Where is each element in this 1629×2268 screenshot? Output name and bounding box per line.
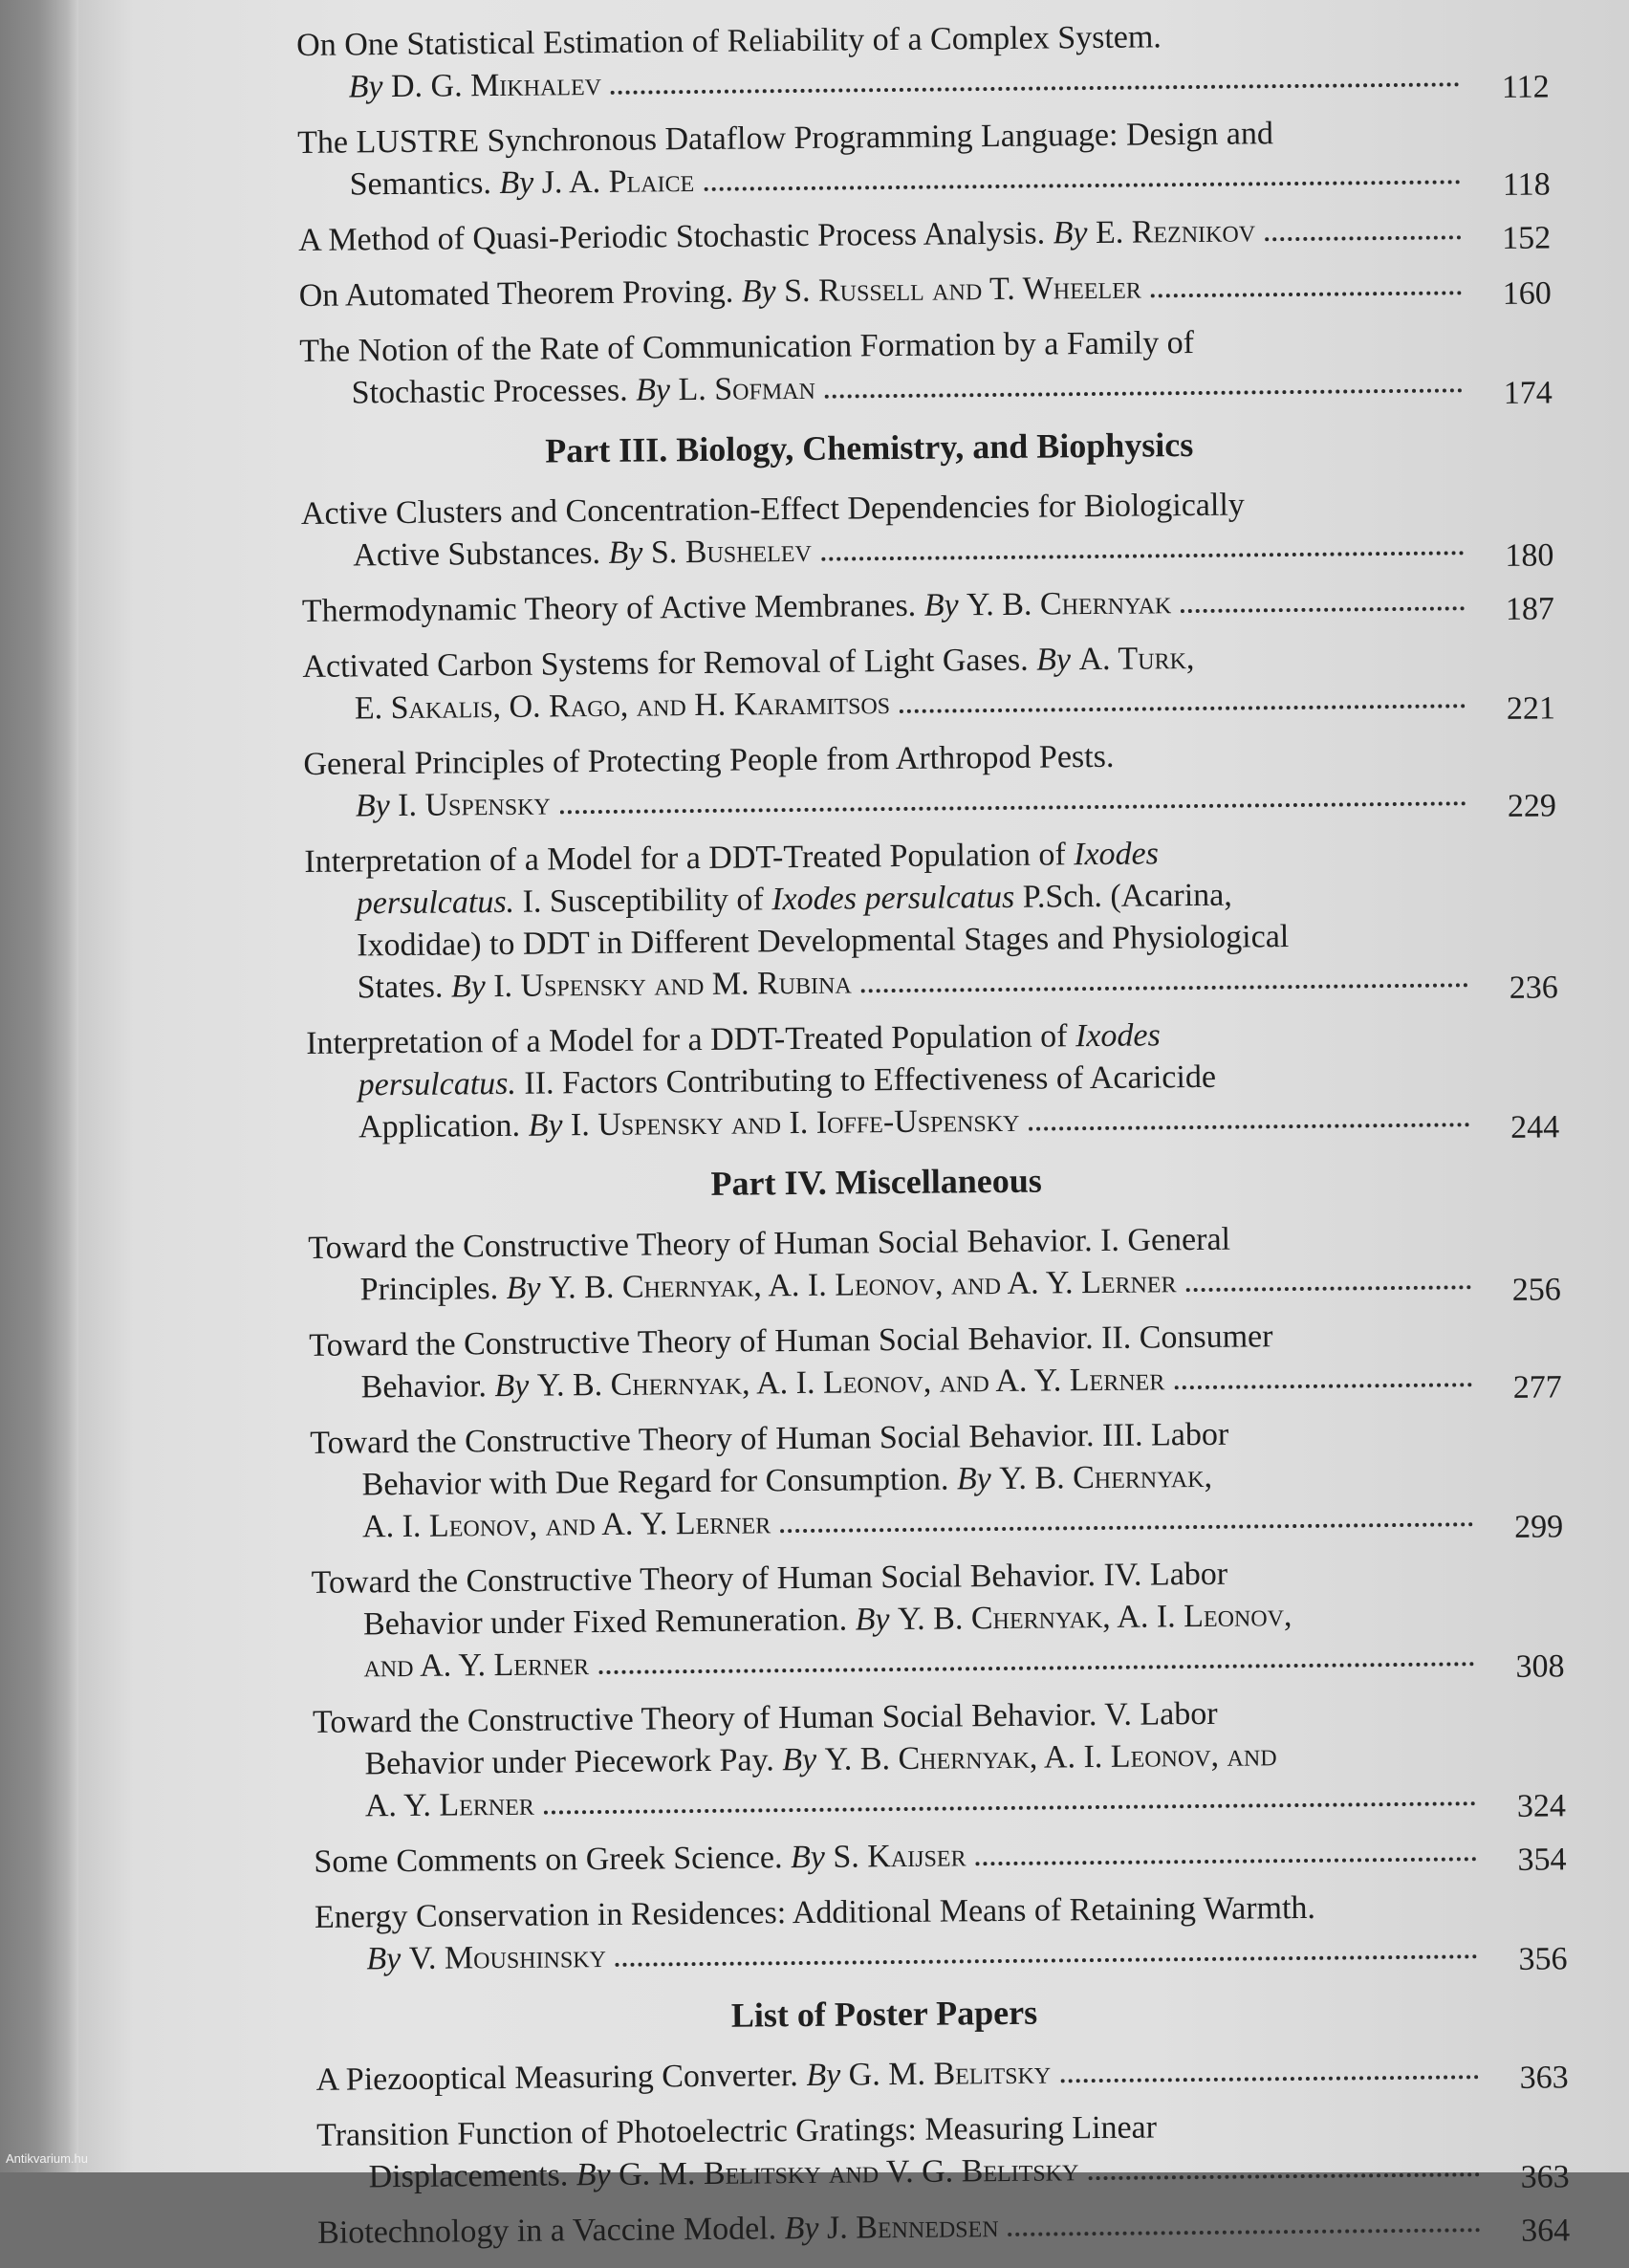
table-of-contents bbox=[296, 12, 1570, 2267]
entry-title: A Piezooptical Measuring Converter. bbox=[315, 2058, 799, 2098]
toc-entry bbox=[303, 731, 1556, 828]
by-label: By bbox=[494, 1367, 530, 1405]
entry-title-cont: Behavior. bbox=[360, 1368, 488, 1406]
by-label: By bbox=[806, 2057, 841, 2093]
entry-title-cont: Principles. bbox=[359, 1271, 499, 1308]
entry-title: Toward the Constructive Theory of Human Social Behavior. V. Labor bbox=[312, 1695, 1218, 1740]
entry-title: Energy Conservation in Residences: Additional Means of Retaining Warmth. bbox=[314, 1889, 1316, 1935]
by-label: By bbox=[784, 2210, 819, 2247]
entry-authors: Y. B. Chernyak, A. I. Leonov, bbox=[897, 1598, 1292, 1638]
page-number: 277 bbox=[1512, 1369, 1562, 1406]
page-number: 152 bbox=[1502, 220, 1552, 256]
species-name: persulcatus. bbox=[358, 1065, 517, 1103]
entry-title-cont: Behavior under Piecework Pay. bbox=[364, 1742, 774, 1782]
entry-title-cont: Semantics. bbox=[349, 165, 492, 203]
entry-authors: S. Russell and T. Wheeler bbox=[783, 270, 1141, 310]
entry-authors: I. Uspensky and I. Ioffe-Uspensky bbox=[570, 1102, 1020, 1144]
entry-title: On Automated Theorem Proving. bbox=[298, 273, 734, 314]
entry-title-cont: I. Susceptibility of bbox=[522, 882, 764, 920]
dot-leader bbox=[1151, 291, 1462, 297]
dot-leader bbox=[825, 388, 1463, 398]
by-label: By bbox=[1035, 642, 1072, 678]
entry-title: On One Statistical Estimation of Reliability of a Complex System. bbox=[296, 19, 1162, 63]
entry-title-cont: Application. bbox=[358, 1107, 521, 1145]
toc-entry bbox=[315, 1885, 1568, 1981]
by-label: By bbox=[450, 969, 486, 1005]
toc-entry bbox=[308, 1215, 1561, 1312]
watermark-text: Antikvarium.hu bbox=[6, 2151, 88, 2166]
species-name: Ixodes persulcatus bbox=[771, 879, 1015, 918]
page-number: 299 bbox=[1513, 1509, 1564, 1545]
dot-leader bbox=[704, 180, 1460, 191]
entry-title: Transition Function of Photoelectric Gratings: Measuring Linear bbox=[316, 2109, 1158, 2153]
entry-title: Interpretation of a Model for a DDT-Treated Population of bbox=[304, 837, 1066, 880]
entry-authors: S. Kaijser bbox=[833, 1838, 967, 1875]
entry-authors: I. Uspensky and M. Rubina bbox=[493, 965, 852, 1005]
dot-leader bbox=[780, 1522, 1473, 1533]
by-label: By bbox=[1053, 215, 1088, 251]
entry-authors: Y. B. Chernyak, bbox=[999, 1458, 1213, 1497]
dot-leader bbox=[1009, 2228, 1481, 2236]
entry-authors-cont: A. I. Leonov, and A. Y. Lerner bbox=[361, 1505, 771, 1545]
toc-entry bbox=[316, 2103, 1570, 2199]
species-name: persulcatus. bbox=[356, 883, 515, 922]
by-label: By bbox=[576, 2156, 611, 2193]
by-label: By bbox=[635, 372, 671, 408]
page-number: 256 bbox=[1511, 1272, 1561, 1308]
entry-authors: Y. B. Chernyak, A. I. Leonov, and A. Y. Lerner bbox=[548, 1264, 1177, 1306]
entry-authors: S. Bushelev bbox=[650, 533, 812, 571]
book-spine-shadow bbox=[0, 0, 78, 2172]
entry-title-cont: Ixodidae) to DDT in Different Developmental Stages and Physiological bbox=[357, 919, 1290, 964]
entry-title-cont: Stochastic Processes. bbox=[351, 372, 628, 411]
entry-authors-cont: E. Sakalis, O. Rago, and H. Karamitsos bbox=[354, 686, 891, 727]
entry-title: Thermodynamic Theory of Active Membranes. bbox=[301, 587, 917, 629]
entry-title-cont: Behavior under Fixed Remuneration. bbox=[362, 1602, 848, 1643]
page-number: 244 bbox=[1510, 1109, 1560, 1145]
entry-title: General Principles of Protecting People from Arthropod Pests. bbox=[303, 738, 1115, 782]
dot-leader bbox=[1029, 1123, 1469, 1130]
by-label: By bbox=[790, 1839, 826, 1876]
toc-entry bbox=[301, 481, 1554, 578]
entry-authors: Y. B. Chernyak bbox=[966, 585, 1172, 623]
page-number: 324 bbox=[1516, 1788, 1567, 1824]
by-label: By bbox=[741, 273, 776, 310]
toc-entry bbox=[315, 2047, 1568, 2102]
page-number: 356 bbox=[1518, 1941, 1568, 1977]
entry-title-cont: Active Substances. bbox=[353, 534, 601, 574]
entry-title: Biotechnology in a Vaccine Model. bbox=[316, 2211, 777, 2251]
toc-entry bbox=[306, 1011, 1559, 1149]
entry-title: A Method of Quasi-Periodic Stochastic Process Analysis. bbox=[297, 215, 1046, 258]
by-label: By bbox=[499, 164, 534, 201]
dot-leader bbox=[1265, 235, 1461, 241]
dot-leader bbox=[1174, 1383, 1471, 1389]
entry-title: Toward the Constructive Theory of Human Social Behavior. II. Consumer bbox=[309, 1319, 1273, 1363]
species-name: Ixodes bbox=[1075, 1017, 1161, 1055]
entry-authors-cont: A. Y. Lerner bbox=[364, 1786, 534, 1824]
by-label: By bbox=[355, 788, 390, 824]
entry-authors: E. Reznikov bbox=[1095, 213, 1256, 251]
entry-title: The LUSTRE Synchronous Dataflow Programming Language: Design and bbox=[297, 116, 1274, 161]
section-heading-poster-papers: List of Poster Papers bbox=[730, 1993, 1038, 2035]
by-label: By bbox=[528, 1107, 563, 1144]
toc-entry bbox=[297, 110, 1551, 207]
by-label: By bbox=[956, 1461, 991, 1497]
entry-title: Activated Carbon Systems for Removal of Light Gases. bbox=[302, 642, 1029, 685]
dot-leader bbox=[598, 1662, 1474, 1674]
dot-leader bbox=[560, 801, 1466, 814]
entry-authors: V. Moushinsky bbox=[408, 1938, 607, 1976]
entry-title-cont: Behavior with Due Regard for Consumption. bbox=[361, 1461, 949, 1503]
toc-entry bbox=[317, 2200, 1570, 2255]
dot-leader bbox=[821, 551, 1465, 560]
toc-entry bbox=[310, 1410, 1563, 1549]
entry-authors: Y. B. Chernyak, A. I. Leonov, and A. Y. Lerner bbox=[536, 1362, 1165, 1404]
entry-authors-cont: and A. Y. Lerner bbox=[363, 1646, 590, 1685]
toc-entry bbox=[309, 1313, 1562, 1409]
page-number: 354 bbox=[1517, 1842, 1567, 1878]
dot-leader bbox=[616, 1954, 1478, 1967]
page-number: 236 bbox=[1509, 970, 1558, 1006]
page-number: 174 bbox=[1503, 375, 1553, 411]
entry-title: Some Comments on Greek Science. bbox=[314, 1840, 783, 1880]
entry-authors: A. Turk, bbox=[1078, 641, 1195, 678]
dot-leader bbox=[1181, 606, 1465, 613]
by-label: By bbox=[366, 1941, 402, 1977]
page-number: 229 bbox=[1507, 788, 1557, 824]
toc-entry bbox=[296, 12, 1550, 109]
page-number: 363 bbox=[1520, 2159, 1570, 2195]
toc-entry bbox=[302, 578, 1554, 633]
dot-leader bbox=[544, 1801, 1476, 1814]
dot-leader bbox=[1088, 2172, 1479, 2180]
entry-title-cont: II. Factors Contributing to Effectiveness of Acaricide bbox=[524, 1058, 1217, 1101]
dot-leader bbox=[900, 704, 1466, 713]
page-number: 112 bbox=[1501, 69, 1550, 105]
entry-authors: I. Uspensky bbox=[398, 786, 551, 824]
section-heading-part-iii: Part III. Biology, Chemistry, and Biophysics bbox=[545, 425, 1194, 470]
species-name: Ixodes bbox=[1073, 836, 1160, 873]
entry-title-cont: P.Sch. (Acarina, bbox=[1022, 877, 1232, 915]
toc-entry bbox=[314, 1829, 1566, 1884]
entry-title: Active Clusters and Concentration-Effect Dependencies for Biologically bbox=[300, 487, 1245, 532]
page-number: 221 bbox=[1506, 690, 1556, 727]
toc-entry bbox=[313, 1690, 1566, 1828]
page-number: 180 bbox=[1505, 537, 1554, 574]
page-number: 308 bbox=[1515, 1648, 1565, 1685]
by-label: By bbox=[923, 587, 959, 623]
entry-authors: G. M. Belitsky and V. G. Belitsky bbox=[618, 2152, 1079, 2192]
toc-entry bbox=[311, 1550, 1564, 1689]
by-label: By bbox=[506, 1270, 541, 1306]
entry-authors: L. Sofman bbox=[678, 370, 816, 408]
dot-leader bbox=[1186, 1285, 1471, 1292]
dot-leader bbox=[861, 983, 1468, 992]
dot-leader bbox=[976, 1857, 1477, 1865]
entry-authors: D. G. Mikhalev bbox=[390, 66, 602, 105]
page-number: 118 bbox=[1502, 166, 1551, 203]
entry-title: The Notion of the Rate of Communication Formation by a Family of bbox=[299, 325, 1195, 369]
by-label: By bbox=[608, 534, 643, 571]
toc-entry bbox=[299, 318, 1553, 415]
entry-title: Toward the Constructive Theory of Human Social Behavior. IV. Labor bbox=[311, 1556, 1228, 1601]
toc-entry bbox=[299, 263, 1552, 317]
entry-authors: Y. B. Chernyak, A. I. Leonov, and bbox=[824, 1737, 1277, 1777]
page-number: 364 bbox=[1521, 2213, 1571, 2249]
entry-title-cont: States. bbox=[357, 969, 444, 1006]
page-number: 363 bbox=[1519, 2060, 1569, 2096]
by-label: By bbox=[782, 1741, 817, 1778]
entry-title: Interpretation of a Model for a DDT-Treated Population of bbox=[306, 1018, 1068, 1061]
dot-leader bbox=[611, 82, 1460, 95]
entry-title: Toward the Constructive Theory of Human Social Behavior. I. General bbox=[308, 1221, 1231, 1266]
page-number: 160 bbox=[1502, 275, 1552, 312]
by-label: By bbox=[348, 69, 383, 105]
section-heading-part-iv: Part IV. Miscellaneous bbox=[710, 1161, 1042, 1203]
entry-authors: J. Bennedsen bbox=[826, 2209, 999, 2246]
dot-leader bbox=[1060, 2075, 1478, 2083]
toc-entry bbox=[302, 634, 1555, 731]
entry-authors: G. M. Belitsky bbox=[848, 2055, 1052, 2093]
toc-entry bbox=[304, 829, 1558, 1010]
entry-title-cont: Displacements. bbox=[368, 2157, 569, 2195]
page-number: 187 bbox=[1505, 591, 1555, 627]
by-label: By bbox=[855, 1602, 890, 1638]
entry-authors: J. A. Plaice bbox=[541, 164, 695, 201]
entry-title: Toward the Constructive Theory of Human Social Behavior. III. Labor bbox=[310, 1416, 1229, 1461]
toc-entry bbox=[298, 207, 1551, 262]
